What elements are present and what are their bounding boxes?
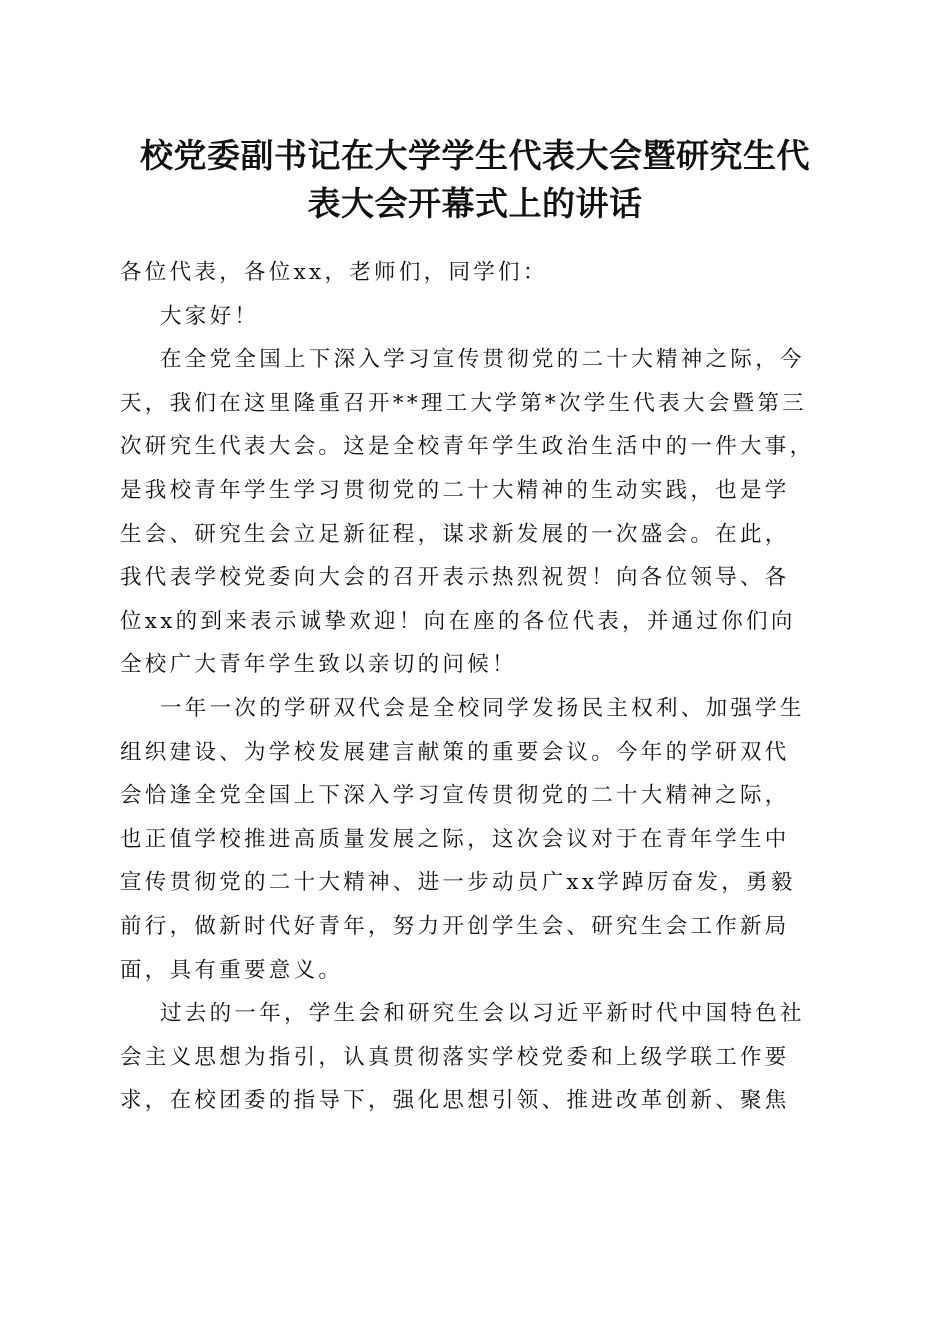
paragraph-2 (120, 687, 835, 992)
paragraph-line: 生会、研究生会立足新征程，谋求新发展的一次盛会。在此， (120, 521, 790, 547)
paragraph-line: 在全党全国上下深入学习宣传贯彻党的二十大精神之际，今 (160, 347, 805, 373)
paragraph-line: 也正值学校推进高质量发展之际，这次会议对于在青年学生中 (120, 826, 790, 852)
paragraph-line: 天，我们在这里隆重召开**理工大学第*次学生代表大会暨第三 (120, 390, 807, 416)
salutation: 各位代表，各位xx，老师们，同学们： (120, 260, 548, 285)
title-line: 校党委副书记在大学学生代表大会暨研究生代 (140, 136, 810, 175)
paragraph-line: 会主义思想为指引，认真贯彻落实学校党委和上级学联工作要 (120, 1044, 790, 1070)
document-title (100, 132, 850, 228)
document-body (120, 251, 835, 1123)
paragraph-line: 我代表学校党委向大会的召开表示热烈祝贺！向各位领导、各 (120, 565, 790, 591)
greeting: 大家好！ (160, 303, 260, 329)
paragraph-line: 位xx的到来表示诚挚欢迎！向在座的各位代表，并通过你们向 (120, 608, 796, 634)
paragraph-1 (120, 338, 835, 687)
paragraph-line: 求，在校团委的指导下，强化思想引领、推进改革创新、聚焦 (120, 1088, 790, 1114)
paragraph-line: 次研究生代表大会。这是全校青年学生政治生活中的一件大事， (120, 434, 815, 460)
paragraph-3 (120, 992, 835, 1123)
title-line: 表大会开幕式上的讲话 (307, 184, 643, 223)
paragraph-line: 前行，做新时代好青年，努力开创学生会、研究生会工作新局 (120, 913, 790, 939)
paragraph-line: 组织建设、为学校发展建言献策的重要会议。今年的学研双代 (120, 739, 790, 765)
paragraph-line: 过去的一年，学生会和研究生会以习近平新时代中国特色社 (160, 1001, 805, 1027)
paragraph-line: 全校广大青年学生致以亲切的问候！ (120, 652, 517, 678)
paragraph-line: 宣传贯彻党的二十大精神、进一步动员广xx学踔厉奋发，勇毅 (120, 870, 796, 896)
paragraph-line: 会恰逢全党全国上下深入学习宣传贯彻党的二十大精神之际， (120, 783, 790, 809)
paragraph-line: 一年一次的学研双代会是全校同学发扬民主权利、加强学生 (160, 695, 805, 721)
paragraph-line: 是我校青年学生学习贯彻党的二十大精神的生动实践，也是学 (120, 477, 790, 503)
paragraph-line: 面，具有重要意义。 (120, 957, 344, 983)
